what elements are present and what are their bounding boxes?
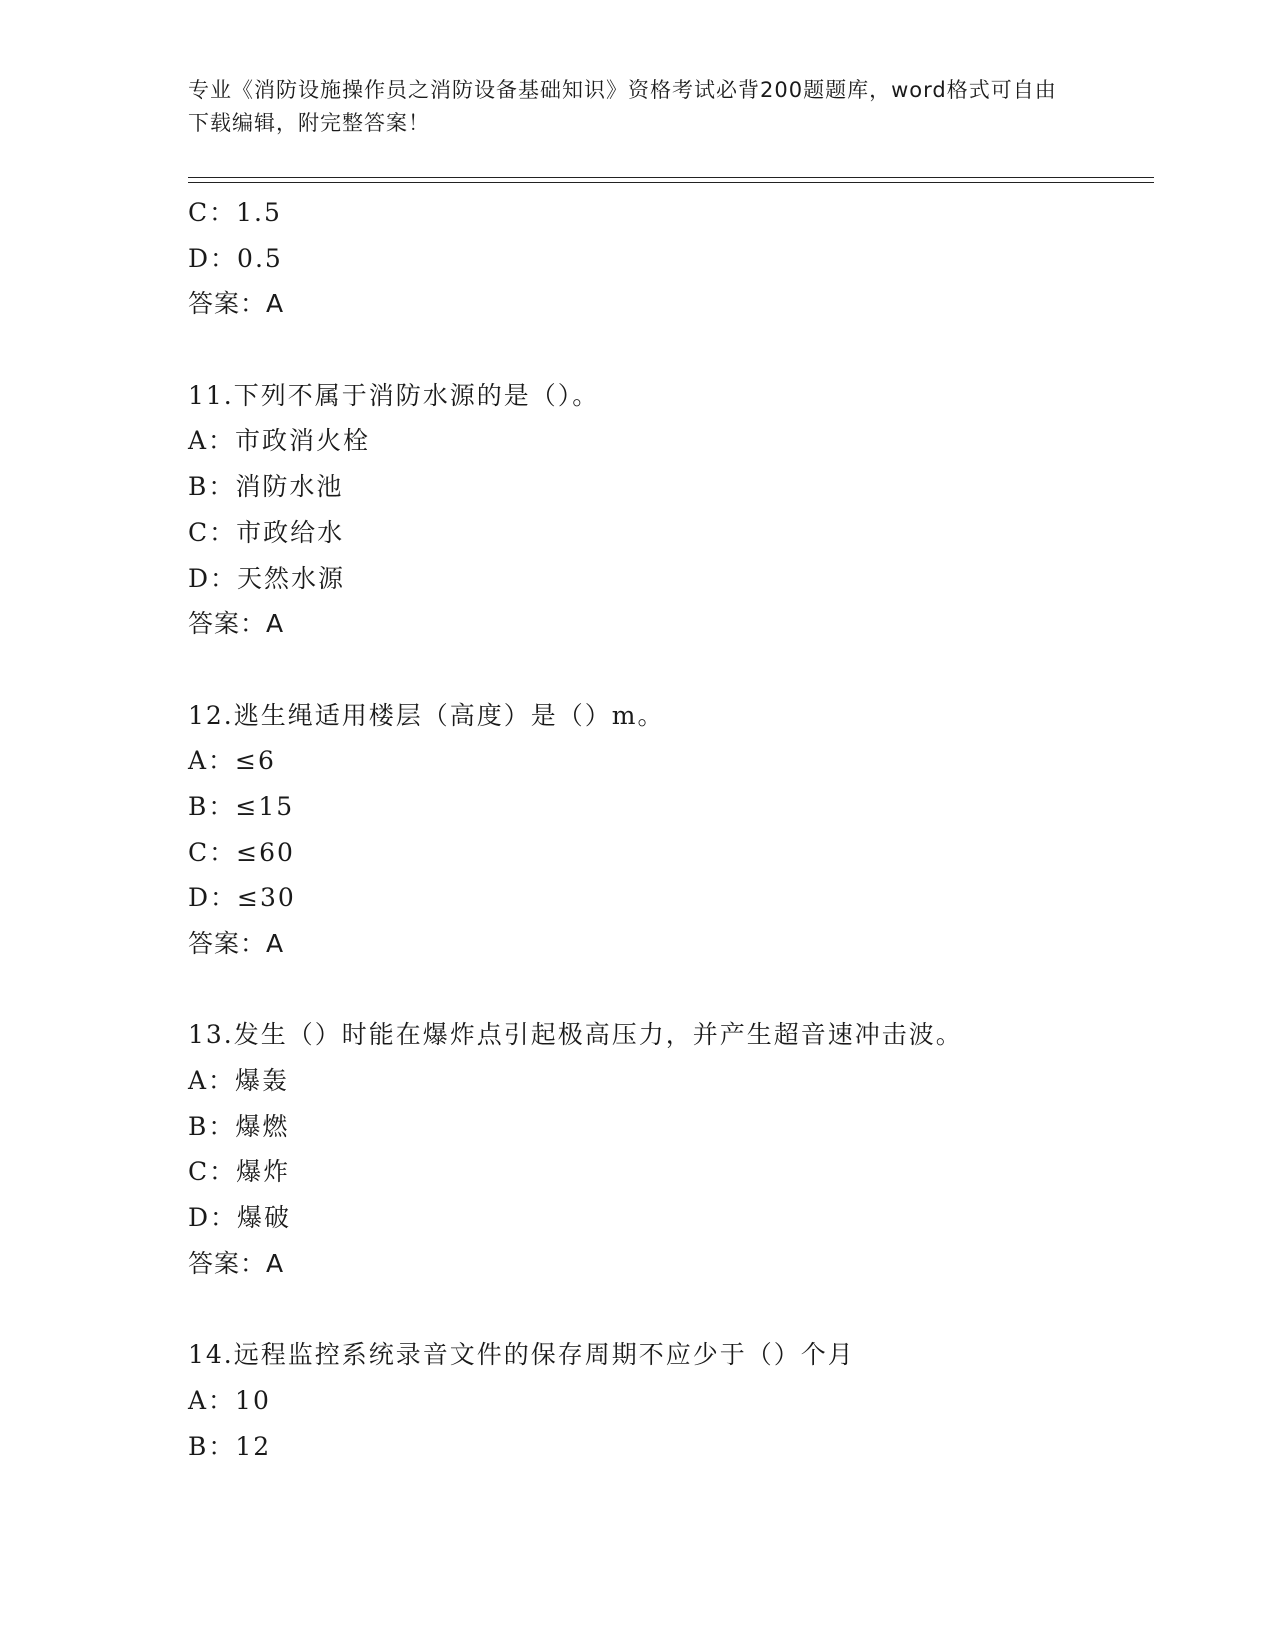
option-c: C：爆炸 xyxy=(188,1157,291,1187)
option-a: A：≤6 xyxy=(188,746,276,776)
spacer xyxy=(188,647,1148,693)
question-10-continuation xyxy=(188,190,1148,327)
answer-line: 答案：A xyxy=(188,1248,285,1278)
spacer xyxy=(188,1287,1148,1333)
document-header: 专业《消防设施操作员之消防设备基础知识》资格考试必背200题题库，word格式可自由下载编辑，附完整答案！ xyxy=(188,78,1057,135)
question-stem: 11.下列不属于消防水源的是（）。 xyxy=(188,380,600,410)
question-stem: 14.远程监控系统录音文件的保存周期不应少于（）个月 xyxy=(188,1340,855,1370)
option-c: C：市政给水 xyxy=(188,517,345,547)
question-11 xyxy=(188,373,1148,647)
spacer xyxy=(188,967,1148,1013)
answer-line: 答案：A xyxy=(188,609,285,639)
option-d: D：天然水源 xyxy=(188,563,346,593)
answer-line: 答案：A xyxy=(188,289,285,319)
question-12 xyxy=(188,693,1148,967)
question-14 xyxy=(188,1332,1148,1469)
option-a: A：爆轰 xyxy=(188,1066,290,1096)
question-stem: 12.逃生绳适用楼层（高度）是（）m。 xyxy=(188,700,665,730)
option-b: B：消防水池 xyxy=(188,472,344,502)
option-b: B：≤15 xyxy=(188,791,295,821)
question-stem: 13.发生（）时能在爆炸点引起极高压力，并产生超音速冲击波。 xyxy=(188,1020,963,1050)
option-a: A：市政消火栓 xyxy=(188,426,371,456)
option-d: D：≤30 xyxy=(188,883,296,913)
option-a: A：10 xyxy=(188,1385,271,1415)
option-d: D：爆破 xyxy=(188,1203,292,1233)
option-b: B：爆燃 xyxy=(188,1111,290,1141)
header-divider-bottom xyxy=(188,182,1154,183)
answer-line: 答案：A xyxy=(188,929,285,958)
header-divider-top xyxy=(188,177,1154,178)
document-body xyxy=(188,190,1148,1469)
option-d: D：0.5 xyxy=(188,243,283,273)
option-b: B：12 xyxy=(188,1431,272,1461)
question-13 xyxy=(188,1012,1148,1286)
option-c: C：1.5 xyxy=(188,198,282,227)
spacer xyxy=(188,327,1148,373)
option-c: C：≤60 xyxy=(188,837,295,867)
